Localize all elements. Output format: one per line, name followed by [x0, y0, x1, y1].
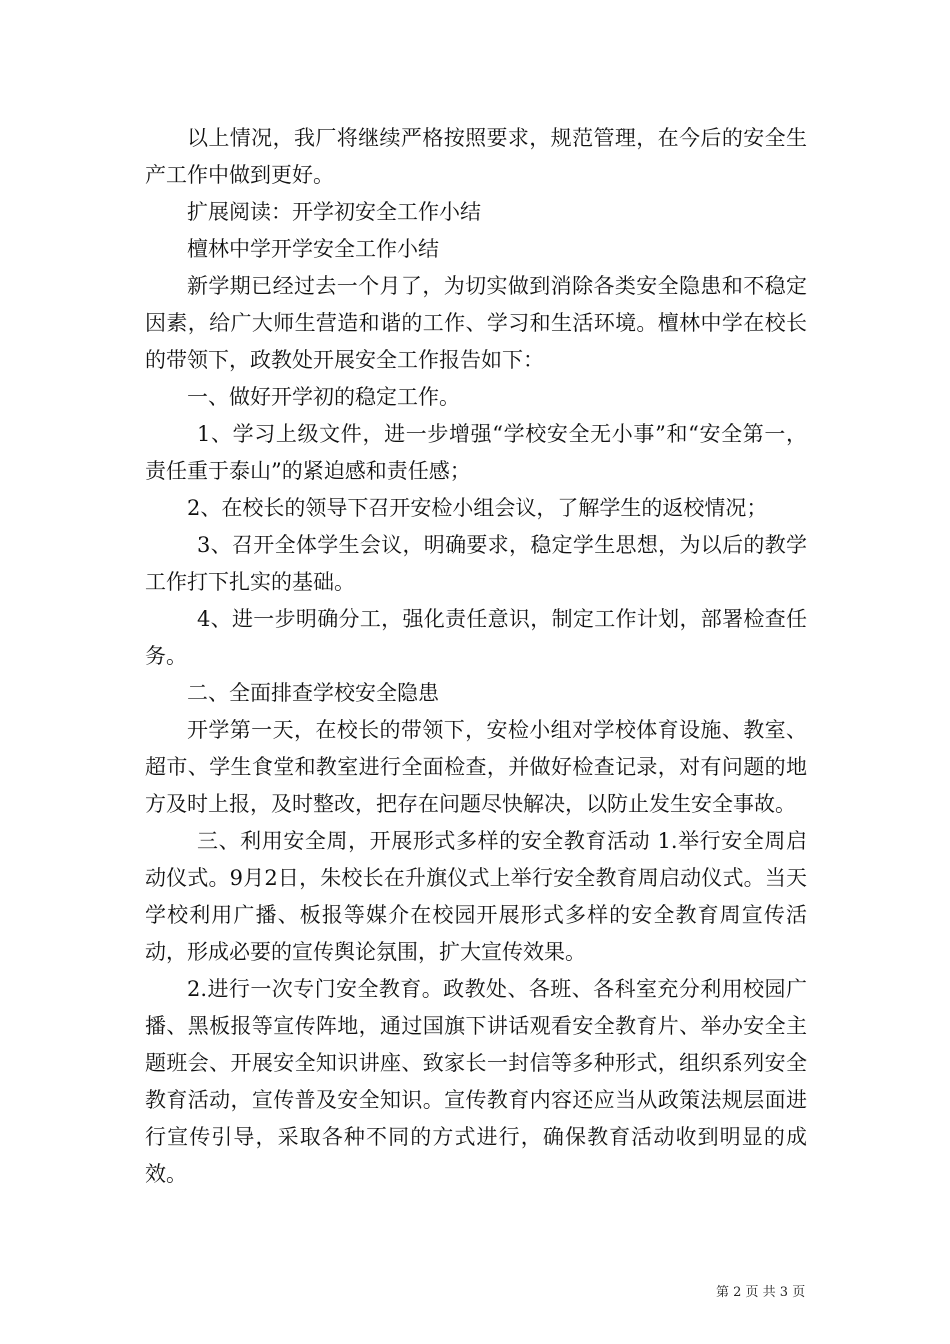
list-item-3: 3、召开全体学生会议，明确要求，稳定学生思想，为以后的教学工作打下扎实的基础。 — [145, 533, 807, 594]
list-item-2: 2、在校长的领导下召开安检小组会议，了解学生的返校情况； — [187, 496, 768, 520]
paragraph-intro: 新学期已经过去一个月了，为切实做到消除各类安全隐患和不稳定因素，给广大师生营造和谐的工作、学习和生活环境。檀林中学在校长的带领下，政教处开展安全工作报告如下： — [145, 274, 807, 372]
paragraph-conclusion: 以上情况，我厂将继续严格按照要求，规范管理，在今后的安全生产工作中做到更好。 — [145, 126, 807, 187]
list-item-4: 4、进一步明确分工，强化责任意识，制定工作计划，部署检查任务。 — [145, 607, 807, 668]
paragraph-article-title: 檀林中学开学安全工作小结 — [187, 237, 439, 261]
section-heading-1: 一、做好开学初的稳定工作。 — [187, 385, 460, 409]
paragraph-education: 2.进行一次专门安全教育。政教处、各班、各科室充分利用校园广播、黑板报等宣传阵地，通过国旗下讲话观看安全教育片、举办安全主题班会、开展安全知识讲座、致家长一封信等多种形式，组织系列安全教育活动，宣传普及安全知识。宣传教育内容还应当从政策法规层面进行宣传引导，采取各种不同的方式进行，确保教育活动收到明显的成效。 — [145, 977, 807, 1186]
list-item-1: 1、学习上级文件，进一步增强“学校安全无小事”和“安全第一，责任重于泰山”的紧迫感和责任感； — [145, 422, 807, 483]
paragraph-extended-reading: 扩展阅读：开学初安全工作小结 — [187, 200, 481, 224]
paragraph-inspection: 开学第一天，在校长的带领下，安检小组对学校体育设施、教室、超市、学生食堂和教室进行全面检查，并做好检查记录，对有问题的地方及时上报，及时整改，把存在问题尽快解决，以防止发生安全事故。 — [145, 718, 807, 816]
page-footer: 第 2 页 共 3 页 — [716, 1285, 806, 1300]
section-heading-2: 二、全面排查学校安全隐患 — [187, 681, 439, 705]
section-heading-3: 三、利用安全周，开展形式多样的安全教育活动 1.举行安全周启动仪式。9月2日，朱校长在升旗仪式上举行安全教育周启动仪式。当天学校利用广播、板报等媒介在校园开展形式多样的安全教育周宣传活动，形成必要的宣传舆论氛围，扩大宣传效果。 — [145, 829, 807, 964]
document-body — [145, 120, 807, 1193]
